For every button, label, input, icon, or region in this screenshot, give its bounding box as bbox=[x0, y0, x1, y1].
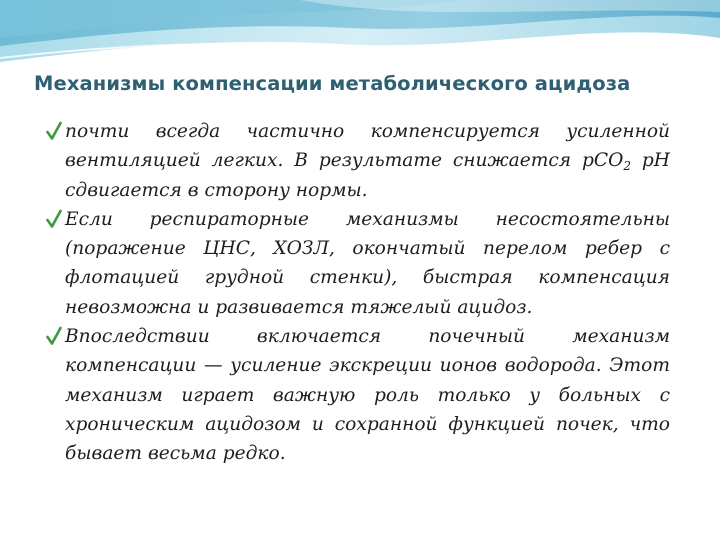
checkmark-icon bbox=[46, 208, 62, 230]
bullet-text bbox=[65, 117, 670, 205]
checkmark-icon bbox=[46, 325, 62, 347]
bullet-text-main: почти всегда частично компенсируется усиленной вентиляцией легких. В результате снижается рСО bbox=[65, 121, 670, 172]
slide-title: Механизмы компенсации метаболического ацидоза bbox=[34, 72, 631, 95]
checkmark-icon bbox=[46, 120, 62, 142]
bullet-item bbox=[46, 117, 670, 205]
bullet-text: Если респираторные механизмы несостоятельны (поражение ЦНС, ХОЗЛ, окончатый перелом ребер с флотацией грудной стенки), быстрая компенсация невозможна и развивается тяжелый ацидоз. bbox=[65, 208, 670, 318]
bullet-item bbox=[46, 205, 670, 322]
bullet-item bbox=[46, 322, 670, 468]
subscript: 2 bbox=[623, 159, 631, 174]
bullet-text: Впоследствии включается почечный механизм компенсации — усиление экскреции ионов водорода. Этот механизм играет важную роль только у больных с хроническим ацидозом и сохранной функцией почек, что бывает весьма редко. bbox=[65, 326, 670, 465]
bullet-list bbox=[46, 117, 670, 469]
bullet-text-tail: рН сдвигается в сторону нормы. bbox=[65, 150, 670, 201]
